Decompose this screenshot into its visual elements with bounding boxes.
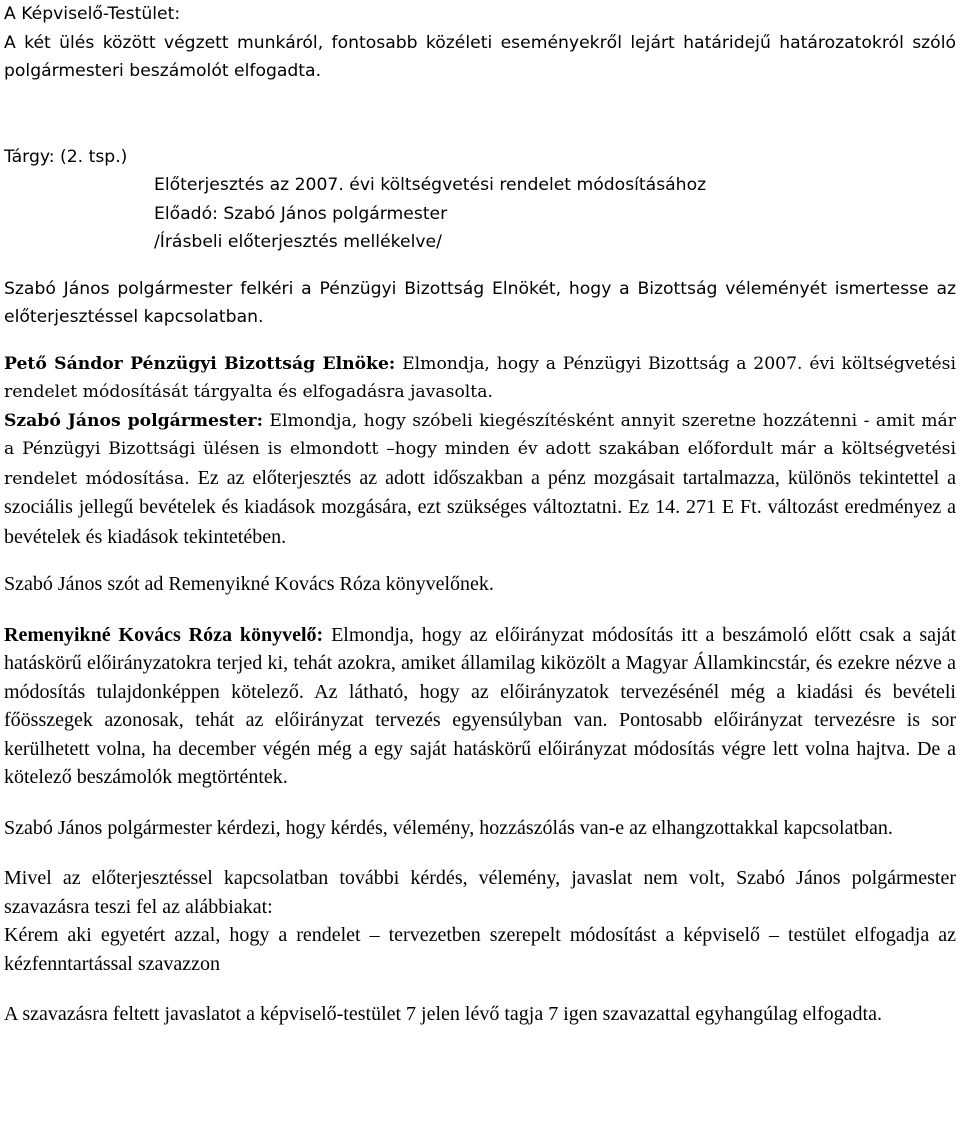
- spacer: [4, 978, 956, 1000]
- paragraph-vote-result: A szavazásra feltett javaslatot a képviselő-testület 7 jelen lévő tagja 7 igen szavazattal egyhangúlag elfogadta.: [4, 1003, 882, 1025]
- paragraph-vote-call: Mivel az előterjesztéssel kapcsolatban további kérdés, vélemény, javaslat nem volt, Szabó János polgármester szavazásra teszi fel az alábbiakat:: [4, 867, 956, 918]
- paragraph-request-opinion: Szabó János polgármester felkéri a Pénzügyi Bizottság Elnökét, hogy a Bizottság véleményét ismertesse az előterjesztéssel kapcsolatban.: [4, 278, 956, 327]
- paragraph-accountant-statement: [4, 621, 956, 792]
- paragraph-committee-chair: [4, 350, 956, 407]
- spacer: [4, 599, 956, 621]
- report-acceptance-text: A két ülés között végzett munkáról, fontosabb közéleti eseményekről lejárt határidejű határozatokról szóló polgármesteri beszámolót elfogadta.: [4, 32, 956, 81]
- paragraph-mayor-statement: [4, 407, 956, 553]
- speaker-text: Elmondja, hogy a Pénzügyi Bizottság a 2007. évi költségvetési rendelet módosítását tárgyalta és elfogadásra javasolta.: [4, 353, 956, 402]
- paragraph-vote-question: Kérem aki egyetért azzal, hogy a rendelet – tervezetben szerepelt módosítást a képviselő – testület elfogadja az kézfenntartással szavazzon: [4, 924, 956, 975]
- agenda-note: /Írásbeli előterjesztés mellékelve/: [154, 232, 442, 252]
- paragraph-floor-handover: Szabó János szót ad Remenyikné Kovács Róza könyvelőnek.: [4, 573, 494, 595]
- agenda-presenter: Előadó: Szabó János polgármester: [154, 203, 448, 224]
- document-page: [4, 0, 956, 1029]
- speaker-name: Szabó János polgármester:: [4, 410, 263, 431]
- spacer: [4, 842, 956, 864]
- speaker-name: Remenyikné Kovács Róza könyvelő:: [4, 623, 324, 646]
- speaker-text-continued: Ez az előterjesztés az adott időszakban a pénz mozgásait tartalmazza, különös tekintettel a szociális jellegű bevételek és kiadások mozgására, ezt szükséges változtatni. Ez 14. 271 E Ft. változást eredményez a bevételek és kiadások tekintetében.: [4, 466, 957, 548]
- paragraph-mayor-question: Szabó János polgármester kérdezi, hogy kérdés, vélemény, hozzászólás van-e az elhangzottakkal kapcsolatban.: [4, 816, 893, 839]
- spacer: [4, 257, 956, 275]
- spacer: [4, 792, 956, 814]
- agenda-title: Előterjesztés az 2007. évi költségvetési rendelet módosításához: [154, 175, 707, 195]
- spacer: [4, 332, 956, 350]
- speaker-text: Elmondja, hogy szóbeli kiegészítésként annyit szeretne hozzátenni - amit már a Pénzügyi Bizottsági ülésen is elmondott –hogy minden év adott szakában előfordult már a költségvetési rendelet módosítása.: [4, 410, 956, 489]
- spacer: [4, 86, 956, 143]
- spacer: [4, 552, 956, 570]
- agenda-subject: Tárgy: (2. tsp.): [4, 146, 128, 167]
- speaker-text: Elmondja, hogy az előirányzat módosítás itt a beszámoló előtt csak a saját hatáskörű előirányzatokra terjed ki, tehát azokra, amiket államilag kiközölt a Magyar Államkincstár, és ezekre nézve a módosítás tulajdonképpen kötelező. Az látható, hogy az előirányzatok tervezésénél még a kiadási és bevételi főösszegek azonosak, tehát az előirányzat tervezés egyensúlyban van. Pontosabb előirányzat tervezésre is sor kerülhetett volna, ha december végén még a egy saját hatáskörű előirányzat módosítás végre lett volna hajtva. De a kötelező beszámolók megtörténtek.: [4, 623, 956, 788]
- council-heading: A Képviselő-Testület:: [4, 4, 181, 24]
- speaker-name: Pető Sándor Pénzügyi Bizottság Elnöke:: [4, 353, 396, 374]
